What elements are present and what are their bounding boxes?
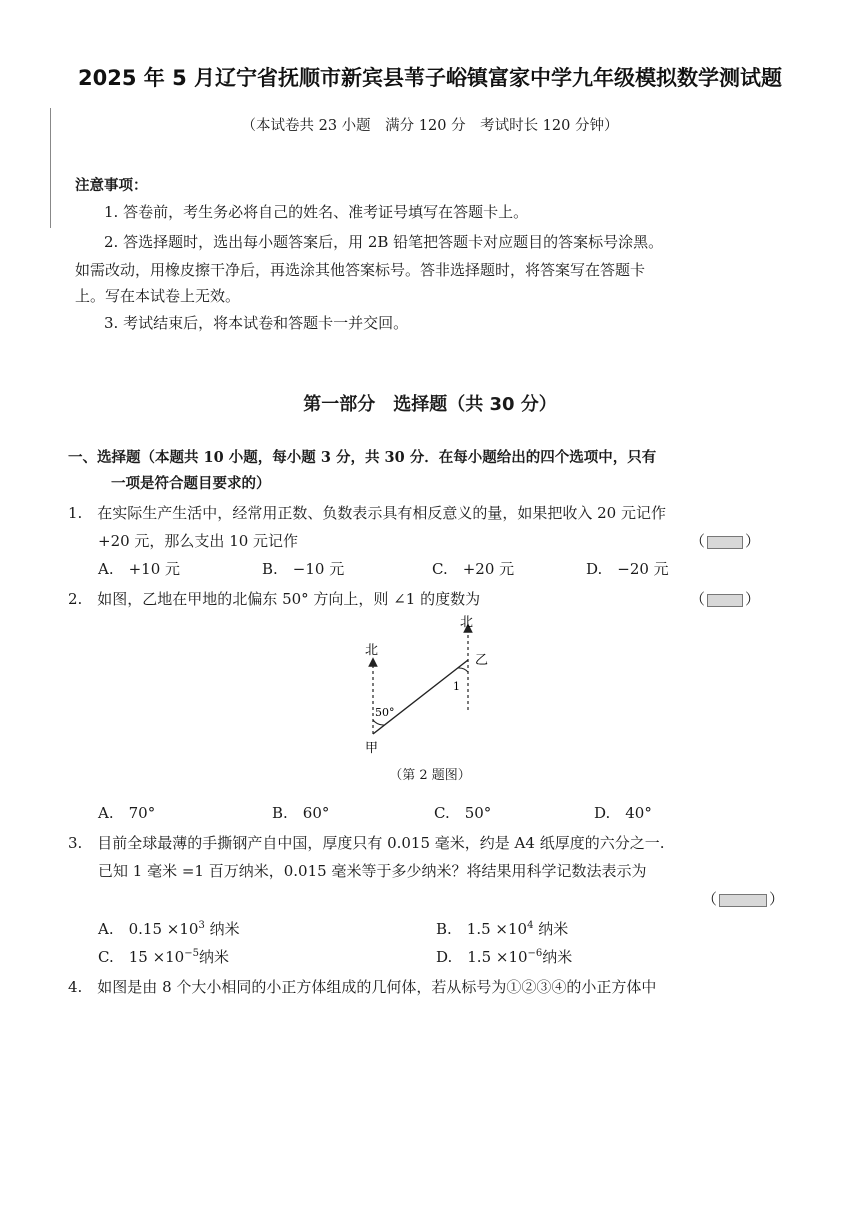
figure-caption: （第 2 题图） — [389, 768, 471, 783]
question-2-option-d: D. 40° — [594, 804, 652, 822]
angle-1-arc — [458, 668, 468, 672]
question-1-line-1: 1. 在实际生产生活中，经常用正数、负数表示具有相反意义的量，如果把收入 20 元记作 — [68, 504, 666, 522]
question-3-option-c: C. $15 \times 10^{-5}$纳米 — [98, 948, 229, 966]
notice-item-1: 1. 答卷前，考生务必将自己的姓名、准考证号填写在答题卡上。 — [104, 203, 529, 221]
question-1-answer-box[interactable]: （ ） — [690, 532, 761, 550]
question-3-option-a: A. $0.15 \times 10^3$ 纳米 — [98, 920, 240, 938]
jia-label: 甲 — [365, 741, 379, 756]
question-4-line-1: 4. 如图是由 8 个大小相同的小正方体组成的几何体，若从标号为①②③④的小正方体中 — [68, 978, 657, 996]
question-3-option-b: B. $1.5 \times 10^4$ 纳米 — [436, 920, 569, 938]
section-instructions-line-2: 一项是符合题目要求的） — [111, 475, 271, 492]
notice-item-2-line-2: 如需改动，用橡皮擦干净后，再选涂其他答案标号。答非选择题时，将答案写在答题卡 — [75, 261, 646, 279]
notice-item-2-line-1: 2. 答选择题时，选出每小题答案后，用 2B 铅笔把答题卡对应题目的答案标号涂黑。 — [104, 233, 664, 251]
angle-1-label: 1 — [453, 680, 460, 693]
question-2-line-1: 2. 如图，乙地在甲地的北偏东 50° 方向上，则 ∠1 的度数为 — [68, 590, 481, 608]
exam-info: （本试卷共 23 小题 满分 120 分 考试时长 120 分钟） — [241, 118, 619, 134]
question-1-line-2: +20 元，那么支出 10 元记作 — [98, 532, 299, 550]
notice-item-2-line-3: 上。写在本试卷上无效。 — [75, 287, 241, 305]
jia-yi-line — [373, 660, 468, 734]
section-instructions-line-1: 一、选择题（本题共 10 小题，每小题 3 分，共 30 分．在每小题给出的四个选项中，只有 — [68, 449, 657, 466]
notice-item-3: 3. 考试结束后，将本试卷和答题卡一并交回。 — [104, 314, 409, 332]
yi-label: 乙 — [475, 653, 489, 668]
question-2-option-b: B. 60° — [272, 804, 330, 822]
question-3-answer-box[interactable]: （ ） — [702, 890, 785, 908]
question-2-option-c: C. 50° — [434, 804, 492, 822]
north-label-left: 北 — [365, 643, 379, 658]
question-1-option-c: C. +20 元 — [432, 560, 515, 578]
angle-50-arc — [373, 720, 384, 725]
question-2-figure — [355, 612, 505, 772]
question-3-line-1: 3. 目前全球最薄的手撕钢产自中国，厚度只有 0.015 毫米，约是 A4 纸厚度的六分之一. — [68, 834, 665, 852]
question-3-line-2: 已知 1 毫米 =1 百万纳米，0.015 毫米等于多少纳米？将结果用科学记数法表示为 — [98, 862, 647, 880]
question-2-option-a: A. 70° — [98, 804, 156, 822]
direction-diagram — [355, 612, 505, 772]
question-1-option-a: A. +10 元 — [98, 560, 181, 578]
question-2-answer-box[interactable]: （ ） — [690, 590, 761, 608]
margin-line — [50, 108, 51, 228]
question-1-option-b: B. −10 元 — [262, 560, 345, 578]
question-1-option-d: D. −20 元 — [586, 560, 669, 578]
angle-50-label: 50° — [375, 706, 395, 719]
page-title: 2025 年 5 月辽宁省抚顺市新宾县苇子峪镇富家中学九年级模拟数学测试题 — [78, 66, 782, 90]
question-3-option-d: D. $1.5 \times 10^{-6}$纳米 — [436, 948, 573, 966]
notice-heading: 注意事项： — [75, 177, 148, 194]
section-heading: 第一部分 选择题（共 30 分） — [303, 394, 557, 415]
north-label-right: 北 — [460, 615, 474, 630]
